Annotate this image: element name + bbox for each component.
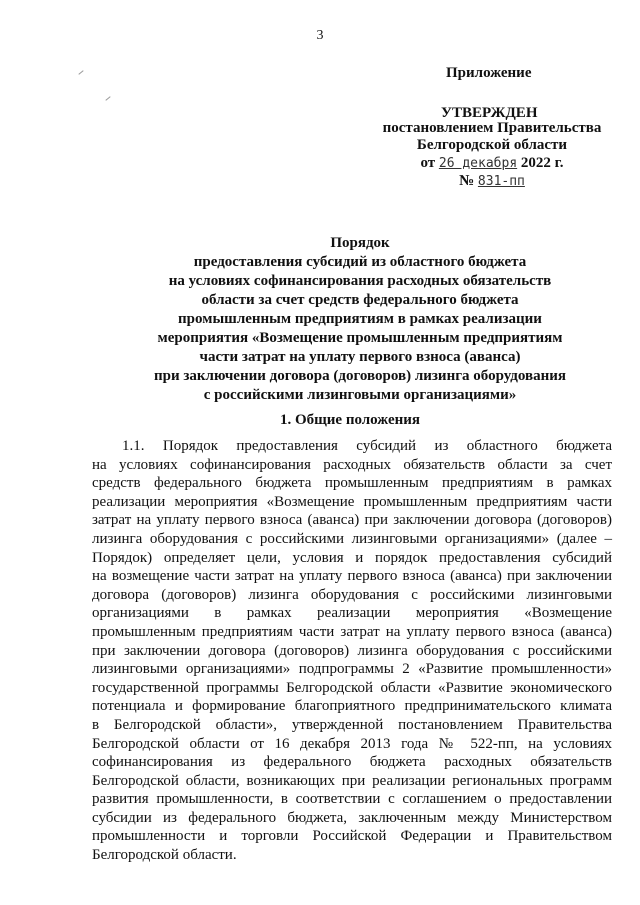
handwritten-date: 26 декабря <box>438 156 518 171</box>
scan-mark <box>78 70 83 75</box>
paragraph-line: потенциала и формирование благоприятного предпринимательского климата <box>92 698 612 715</box>
title-line: промышленным предприятиям в рамках реализации <box>178 311 542 327</box>
title-line: при заключении договора (договоров) лизинга оборудования <box>153 368 566 384</box>
paragraph-line: на условиях софинансирования расходных обязательств области за счет <box>92 456 612 473</box>
paragraph-line: в Белгородской области», утвержденной постановлением Правительства <box>92 716 612 733</box>
paragraph-line: Белгородской области, возникающих при реализации региональных программ <box>92 772 612 789</box>
date-prefix: от <box>420 155 436 171</box>
paragraph-line: субсидии из федерального бюджета, заключенным между Министерством <box>92 809 612 826</box>
section-heading: 1. Общие положения <box>279 412 421 428</box>
date-year: 2022 г. <box>520 155 564 171</box>
paragraph-line: договора (договоров) лизинга оборудования с российскими лизинговыми <box>92 586 612 603</box>
appendix-label: Приложение <box>446 65 532 81</box>
paragraph-line: софинансирования из федерального бюджета расходных обязательств <box>92 754 612 771</box>
title-line: области за счет средств федерального бюджета <box>201 292 519 308</box>
decree-line: постановлением Правительства <box>382 120 602 136</box>
paragraph-line: развития промышленности, в соответствии с соглашением о предоставлении <box>92 791 612 808</box>
title-line: на условиях софинансирования расходных обязательств <box>168 273 552 289</box>
title-line: предоставления субсидий из областного бюджета <box>193 254 527 270</box>
number-line <box>380 172 604 191</box>
paragraph-line: при заключении договора (договоров) лизинга оборудования с российскими <box>92 642 612 659</box>
approved-label: УТВЕРЖДЕН <box>441 105 538 121</box>
handwritten-number: 831-пп <box>477 174 525 189</box>
title-line: Порядок <box>330 235 390 251</box>
paragraph-line: Белгородской области. <box>92 847 237 864</box>
region-line: Белгородской области <box>416 137 568 153</box>
date-line <box>380 154 604 173</box>
paragraph-line: 1.1. Порядок предоставления субсидий из областного бюджета <box>122 438 612 454</box>
paragraph-line: организациями в рамках реализации мероприятия «Возмещение <box>92 605 612 622</box>
paragraph-line: Белгородской области от 16 декабря 2013 года № 522-пп, на условиях <box>92 735 612 752</box>
paragraph-line: Порядок) определяет цели, условия и порядок предоставления субсидий <box>92 549 612 566</box>
paragraph-line: реализации мероприятия «Возмещение промышленным предприятиям части <box>92 493 612 510</box>
paragraph-line: лизинга оборудования с российскими лизинговыми организациями» (далее – <box>92 530 612 547</box>
scan-mark <box>105 96 110 101</box>
page-number: 3 <box>316 28 324 43</box>
paragraph-line: затрат на уплату первого взноса (аванса) при заключении договора (договоров) <box>92 512 612 529</box>
paragraph-line: промышленности и торговли Российской Федерации и Правительством <box>92 828 612 845</box>
paragraph-1-1 <box>92 437 612 865</box>
paragraph-line: средств федерального бюджета промышленным предприятиям в рамках <box>92 475 612 492</box>
title-line: с российскими лизинговыми организациями» <box>203 387 517 403</box>
document-title <box>90 234 630 405</box>
paragraph-line: на возмещение части затрат на уплату первого взноса (аванса) при заключении <box>92 568 612 585</box>
paragraph-line: промышленным предприятиям части затрат на уплату первого взноса (аванса) <box>92 623 612 640</box>
title-line: части затрат на уплату первого взноса (аванса) <box>199 349 521 365</box>
title-line: мероприятия «Возмещение промышленным предприятиям <box>157 330 563 346</box>
number-prefix: № <box>459 173 475 189</box>
paragraph-line: государственной программы Белгородской области «Развитие экономического <box>92 679 612 696</box>
paragraph-line: лизинговыми организациями» подпрограммы 2 «Развитие промышленности» <box>92 661 612 678</box>
